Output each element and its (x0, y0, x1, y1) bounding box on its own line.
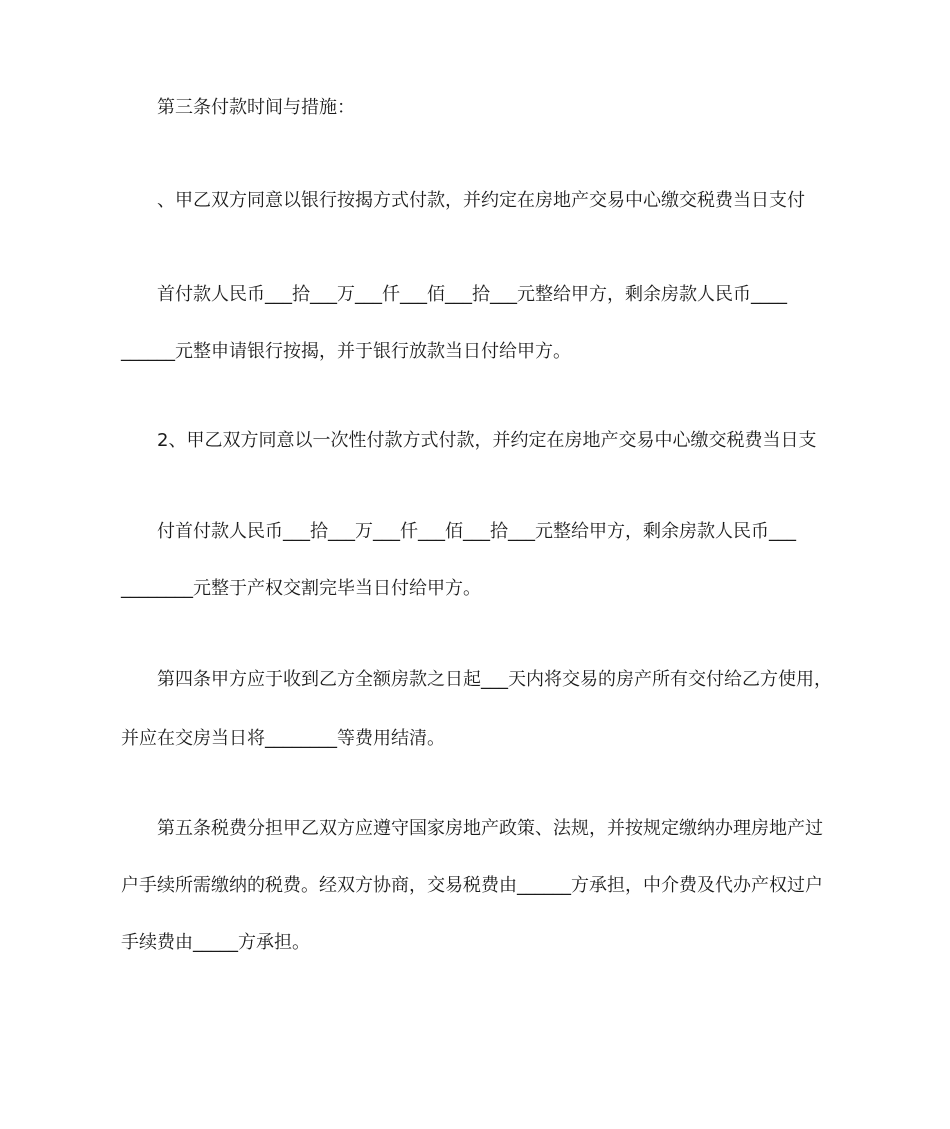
article-3-clause-2-line-2: 付首付款人民币___拾___万___仟___佰___拾___元整给甲方，剩余房款人民币___ (157, 521, 796, 542)
article-4-line-2: 并应在交房当日将________等费用结清。 (121, 728, 445, 749)
article-4-line-1: 第四条甲方应于收到乙方全额房款之日起___天内将交易的房产所有交付给乙方使用， (157, 669, 832, 690)
article-3-heading: 第三条付款时间与措施： (157, 97, 355, 118)
article-5-line-1: 第五条税费分担甲乙双方应遵守国家房地产政策、法规，并按规定缴纳办理房地产过 (157, 818, 823, 839)
article-3-clause-1-line-1: 、甲乙双方同意以银行按揭方式付款，并约定在房地产交易中心缴交税费当日支付 (157, 190, 805, 211)
article-5-line-3: 手续费由_____方承担。 (121, 932, 310, 953)
article-5-line-2: 户手续所需缴纳的税费。经双方协商，交易税费由______方承担，中介费及代办产权过户 (121, 875, 823, 896)
article-3-clause-2-line-3: ________元整于产权交割完毕当日付给甲方。 (121, 578, 481, 599)
article-3-clause-2-line-1: 2、甲乙双方同意以一次性付款方式付款，并约定在房地产交易中心缴交税费当日支 (157, 430, 817, 451)
article-3-clause-1-line-2: 首付款人民币___拾___万___仟___佰___拾___元整给甲方，剩余房款人民币____ (157, 284, 787, 305)
article-3-clause-1-line-3: ______元整申请银行按揭，并于银行放款当日付给甲方。 (121, 341, 571, 362)
